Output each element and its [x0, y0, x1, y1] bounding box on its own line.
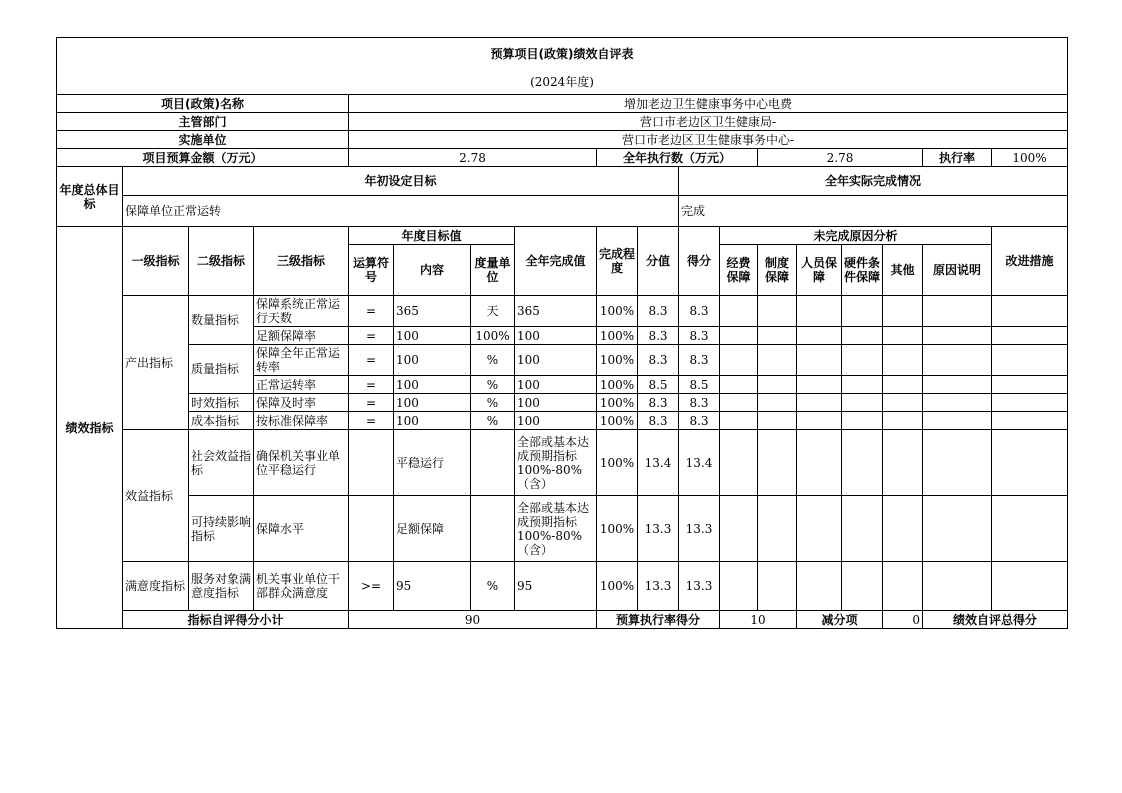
score-value-header: 分值 [638, 227, 679, 296]
other-header: 其他 [883, 245, 923, 296]
perf-indicator-label: 绩效指标 [57, 227, 123, 629]
row-op [349, 496, 394, 562]
budget-score-label: 预算执行率得分 [597, 611, 720, 629]
budget-value: 2.78 [349, 149, 597, 167]
group-output: 产出指标 [123, 296, 189, 430]
row-op [349, 430, 394, 496]
annual-goal-label: 年度总体目标 [57, 167, 123, 227]
row-l3: 保障全年正常运转率 [254, 345, 349, 376]
row-done: 95 [515, 562, 597, 611]
group-quantity: 数量指标 [189, 296, 254, 345]
deduct-value: 0 [883, 611, 923, 629]
row-l3: 足额保障率 [254, 327, 349, 345]
row-done: 全部或基本达成预期指标100%-80%（含） [515, 496, 597, 562]
row-op: = [349, 376, 394, 394]
row-value: 13.3 [638, 562, 679, 611]
row-content: 365 [394, 296, 471, 327]
exec-label: 全年执行数（万元） [597, 149, 758, 167]
row-done: 100 [515, 412, 597, 430]
row-content: 100 [394, 345, 471, 376]
rate-label: 执行率 [923, 149, 992, 167]
row-done: 365 [515, 296, 597, 327]
row-content: 100 [394, 412, 471, 430]
unit-value: 营口市老边区卫生健康事务中心- [349, 131, 1068, 149]
row-done: 100 [515, 394, 597, 412]
row-op: = [349, 327, 394, 345]
row-score: 8.3 [679, 394, 720, 412]
group-cost: 成本指标 [189, 412, 254, 430]
row-done: 100 [515, 327, 597, 345]
group-benefit: 效益指标 [123, 430, 189, 562]
project-name-label: 项目(政策)名称 [57, 95, 349, 113]
row-value: 8.3 [638, 394, 679, 412]
row-content: 足额保障 [394, 496, 471, 562]
annual-done-header: 全年完成值 [515, 227, 597, 296]
row-content: 95 [394, 562, 471, 611]
row-value: 8.3 [638, 345, 679, 376]
row-degree: 100% [597, 496, 638, 562]
degree-header: 完成程度 [597, 227, 638, 296]
row-score: 8.5 [679, 376, 720, 394]
row-score: 13.3 [679, 496, 720, 562]
row-unit: % [471, 412, 515, 430]
content-header: 内容 [394, 245, 471, 296]
group-social: 社会效益指标 [189, 430, 254, 496]
row-unit: % [471, 394, 515, 412]
score-header: 得分 [679, 227, 720, 296]
project-name: 增加老边卫生健康事务中心电费 [349, 95, 1068, 113]
row-content: 100 [394, 327, 471, 345]
hardware-header: 硬件条件保障 [842, 245, 883, 296]
row-done: 100 [515, 376, 597, 394]
group-timeliness: 时效指标 [189, 394, 254, 412]
level3-header: 三级指标 [254, 227, 349, 296]
unit-header: 度量单位 [471, 245, 515, 296]
row-unit: 100% [471, 327, 515, 345]
row-unit: 天 [471, 296, 515, 327]
system-header: 制度保障 [758, 245, 797, 296]
reason-header: 未完成原因分析 [720, 227, 992, 245]
report-year: (2024年度) [57, 71, 1068, 95]
row-value: 13.3 [638, 496, 679, 562]
actual-result: 完成 [679, 196, 1068, 227]
initial-goal-header: 年初设定目标 [123, 167, 679, 196]
dept-label: 主管部门 [57, 113, 349, 131]
row-degree: 100% [597, 394, 638, 412]
row-l3: 机关事业单位干部群众满意度 [254, 562, 349, 611]
row-degree: 100% [597, 296, 638, 327]
rate-value: 100% [992, 149, 1068, 167]
row-l3: 按标准保障率 [254, 412, 349, 430]
budget-label: 项目预算金额（万元） [57, 149, 349, 167]
group-satisfaction: 满意度指标 [123, 562, 189, 611]
row-score: 8.3 [679, 345, 720, 376]
row-op: = [349, 345, 394, 376]
row-unit [471, 430, 515, 496]
row-op: >= [349, 562, 394, 611]
level2-header: 二级指标 [189, 227, 254, 296]
row-done: 100 [515, 345, 597, 376]
row-score: 13.3 [679, 562, 720, 611]
row-op: = [349, 394, 394, 412]
budget-score-value: 10 [720, 611, 797, 629]
row-score: 8.3 [679, 296, 720, 327]
row-unit: % [471, 562, 515, 611]
row-degree: 100% [597, 562, 638, 611]
row-unit: % [471, 376, 515, 394]
row-score: 8.3 [679, 412, 720, 430]
initial-goal: 保障单位正常运转 [123, 196, 679, 227]
row-unit: % [471, 345, 515, 376]
row-value: 8.3 [638, 327, 679, 345]
row-l3: 正常运转率 [254, 376, 349, 394]
row-l3: 保障系统正常运行天数 [254, 296, 349, 327]
row-degree: 100% [597, 412, 638, 430]
row-degree: 100% [597, 345, 638, 376]
funding-header: 经费保障 [720, 245, 758, 296]
unit-label: 实施单位 [57, 131, 349, 149]
row-value: 13.4 [638, 430, 679, 496]
subtotal-label: 指标自评得分小计 [123, 611, 349, 629]
row-content: 平稳运行 [394, 430, 471, 496]
improve-header: 改进措施 [992, 227, 1068, 296]
group-sustain: 可持续影响指标 [189, 496, 254, 562]
explain-header: 原因说明 [923, 245, 992, 296]
row-value: 8.3 [638, 296, 679, 327]
exec-value: 2.78 [758, 149, 923, 167]
row-op: = [349, 296, 394, 327]
page-title: 预算项目(政策)绩效自评表 [57, 38, 1068, 71]
row-degree: 100% [597, 327, 638, 345]
deduct-label: 减分项 [797, 611, 883, 629]
annual-target-header: 年度目标值 [349, 227, 515, 245]
row-l3: 确保机关事业单位平稳运行 [254, 430, 349, 496]
operator-header: 运算符号 [349, 245, 394, 296]
row-l3: 保障水平 [254, 496, 349, 562]
self-evaluation-table [56, 37, 1068, 629]
row-value: 8.5 [638, 376, 679, 394]
row-op: = [349, 412, 394, 430]
row-degree: 100% [597, 430, 638, 496]
row-degree: 100% [597, 376, 638, 394]
row-l3: 保障及时率 [254, 394, 349, 412]
row-score: 13.4 [679, 430, 720, 496]
total-label: 绩效自评总得分 [923, 611, 1068, 629]
level1-header: 一级指标 [123, 227, 189, 296]
staff-header: 人员保障 [797, 245, 842, 296]
row-done: 全部或基本达成预期指标100%-80%（含） [515, 430, 597, 496]
row-content: 100 [394, 394, 471, 412]
subtotal-value: 90 [349, 611, 597, 629]
row-score: 8.3 [679, 327, 720, 345]
dept-value: 营口市老边区卫生健康局- [349, 113, 1068, 131]
group-quality: 质量指标 [189, 345, 254, 394]
row-content: 100 [394, 376, 471, 394]
row-unit [471, 496, 515, 562]
actual-result-header: 全年实际完成情况 [679, 167, 1068, 196]
group-service: 服务对象满意度指标 [189, 562, 254, 611]
row-value: 8.3 [638, 412, 679, 430]
